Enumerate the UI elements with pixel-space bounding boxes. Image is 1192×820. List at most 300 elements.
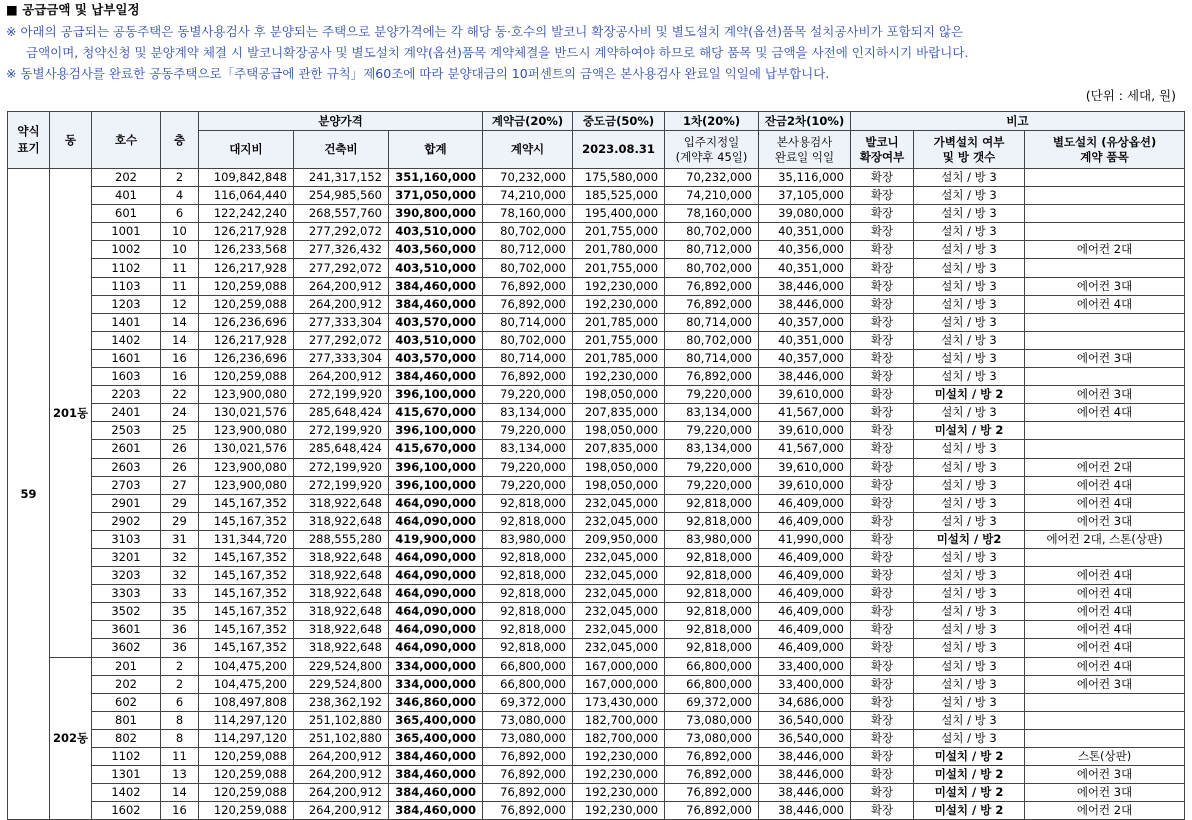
deposit-cell: 83,134,000 xyxy=(483,440,573,458)
second-cell: 40,351,000 xyxy=(759,259,851,277)
second-cell: 41,567,000 xyxy=(759,440,851,458)
second-cell: 34,686,000 xyxy=(759,693,851,711)
total-cell: 334,000,000 xyxy=(389,675,483,693)
balcony-cell: 확장 xyxy=(851,494,914,512)
deposit-cell: 73,080,000 xyxy=(483,711,573,729)
table-row xyxy=(8,313,1185,331)
land-cell: 120,259,088 xyxy=(199,277,294,295)
floor-cell: 25 xyxy=(161,422,199,440)
second-cell: 40,357,000 xyxy=(759,349,851,367)
balcony-cell: 확장 xyxy=(851,639,914,657)
second-cell: 41,567,000 xyxy=(759,404,851,422)
floor-cell: 10 xyxy=(161,223,199,241)
option-cell: 에어컨 3대 xyxy=(1025,512,1185,530)
first-cell: 80,702,000 xyxy=(665,259,759,277)
floor-cell: 8 xyxy=(161,729,199,747)
total-cell: 390,800,000 xyxy=(389,205,483,223)
building-cell: 264,200,912 xyxy=(294,368,389,386)
deposit-cell: 70,232,000 xyxy=(483,169,573,187)
ho-cell: 1601 xyxy=(92,349,161,367)
ho-cell: 2603 xyxy=(92,458,161,476)
first-cell: 79,220,000 xyxy=(665,476,759,494)
building-cell: 318,922,648 xyxy=(294,603,389,621)
ho-cell: 1603 xyxy=(92,368,161,386)
middle-cell: 167,000,000 xyxy=(573,675,665,693)
balcony-cell: 확장 xyxy=(851,223,914,241)
land-cell: 123,900,080 xyxy=(199,386,294,404)
total-cell: 403,560,000 xyxy=(389,241,483,259)
wall-cell: 설치 / 방 3 xyxy=(914,259,1025,277)
option-cell xyxy=(1025,331,1185,349)
building-cell: 285,648,424 xyxy=(294,404,389,422)
col-remark: 비고 xyxy=(851,112,1185,131)
wall-cell: 설치 / 방 3 xyxy=(914,440,1025,458)
floor-cell: 6 xyxy=(161,693,199,711)
first-cell: 92,818,000 xyxy=(665,512,759,530)
wall-cell: 설치 / 방 3 xyxy=(914,241,1025,259)
wall-cell: 설치 / 방 3 xyxy=(914,187,1025,205)
total-cell: 396,100,000 xyxy=(389,458,483,476)
wall-cell: 설치 / 방 3 xyxy=(914,675,1025,693)
ho-cell: 2203 xyxy=(92,386,161,404)
deposit-cell: 92,818,000 xyxy=(483,603,573,621)
wall-cell: 미설치 / 방 2 xyxy=(914,422,1025,440)
total-cell: 365,400,000 xyxy=(389,729,483,747)
land-cell: 126,236,696 xyxy=(199,313,294,331)
second-cell: 46,409,000 xyxy=(759,512,851,530)
ho-cell: 1401 xyxy=(92,313,161,331)
building-cell: 272,199,920 xyxy=(294,458,389,476)
land-cell: 114,297,120 xyxy=(199,711,294,729)
col-building: 건축비 xyxy=(294,131,389,169)
table-row xyxy=(8,422,1185,440)
first-cell: 79,220,000 xyxy=(665,458,759,476)
middle-cell: 192,230,000 xyxy=(573,277,665,295)
deposit-cell: 76,892,000 xyxy=(483,277,573,295)
first-cell: 73,080,000 xyxy=(665,729,759,747)
wall-cell: 설치 / 방 3 xyxy=(914,476,1025,494)
table-row xyxy=(8,585,1185,603)
col-balcony-1: 발코니 xyxy=(865,134,899,149)
wall-cell: 설치 / 방 3 xyxy=(914,494,1025,512)
land-cell: 130,021,576 xyxy=(199,440,294,458)
table-row xyxy=(8,711,1185,729)
option-cell: 에어컨 2대 xyxy=(1025,802,1185,820)
building-cell: 277,333,304 xyxy=(294,349,389,367)
wall-cell: 미설치 / 방 2 xyxy=(914,766,1025,784)
table-row xyxy=(8,223,1185,241)
table-row xyxy=(8,729,1185,747)
wall-cell: 미설치 / 방 2 xyxy=(914,784,1025,802)
total-cell: 384,460,000 xyxy=(389,748,483,766)
table-row xyxy=(8,386,1185,404)
building-cell: 277,292,072 xyxy=(294,223,389,241)
floor-cell: 32 xyxy=(161,548,199,566)
balcony-cell: 확장 xyxy=(851,404,914,422)
table-row xyxy=(8,494,1185,512)
second-cell: 36,540,000 xyxy=(759,729,851,747)
land-cell: 145,167,352 xyxy=(199,494,294,512)
balcony-cell: 확장 xyxy=(851,512,914,530)
table-row xyxy=(8,277,1185,295)
first-cell: 92,818,000 xyxy=(665,567,759,585)
first-cell: 69,372,000 xyxy=(665,693,759,711)
option-cell: 에어컨 4대 xyxy=(1025,567,1185,585)
first-cell: 78,160,000 xyxy=(665,205,759,223)
notice-line-2: 금액이며, 청약신청 및 분양계약 체결 시 발코니확장공사 및 별도설치 계약(옵션)품목 계약체결을 반드시 계약하여야 하므로 해당 품목 및 금액을 사전에 인지하시기 바랍니다. xyxy=(26,45,969,60)
middle-cell: 192,230,000 xyxy=(573,766,665,784)
first-cell: 79,220,000 xyxy=(665,422,759,440)
land-cell: 145,167,352 xyxy=(199,567,294,585)
col-option xyxy=(1025,131,1185,169)
first-cell: 76,892,000 xyxy=(665,295,759,313)
total-cell: 334,000,000 xyxy=(389,657,483,675)
floor-cell: 11 xyxy=(161,277,199,295)
option-cell: 에어컨 4대 xyxy=(1025,621,1185,639)
notice-line-1: ※ 아래의 공급되는 공동주택은 동별사용검사 후 분양되는 주택으로 분양가격에는 각 해당 동·호수의 발코니 확장공사비 및 별도설치 계약(옵션)품목 설치공사비가 포함되지 않은 xyxy=(6,24,964,39)
first-cell: 80,702,000 xyxy=(665,223,759,241)
wall-cell: 설치 / 방 3 xyxy=(914,711,1025,729)
col-first-sub xyxy=(665,131,759,169)
total-cell: 371,050,000 xyxy=(389,187,483,205)
building-cell: 277,292,072 xyxy=(294,331,389,349)
option-cell: 에어컨 4대 xyxy=(1025,494,1185,512)
first-cell: 73,080,000 xyxy=(665,711,759,729)
option-cell: 에어컨 2대, 스톤(상판) xyxy=(1025,530,1185,548)
option-cell xyxy=(1025,205,1185,223)
section-title: ■ 공급금액 및 납부일정 xyxy=(6,2,140,17)
col-deposit: 계약금(20%) xyxy=(483,112,573,131)
second-cell: 37,105,000 xyxy=(759,187,851,205)
total-cell: 403,510,000 xyxy=(389,331,483,349)
ho-cell: 1002 xyxy=(92,241,161,259)
first-cell: 76,892,000 xyxy=(665,784,759,802)
col-type: 약식표기 xyxy=(8,112,50,169)
total-cell: 415,670,000 xyxy=(389,404,483,422)
balcony-cell: 확장 xyxy=(851,748,914,766)
wall-cell: 설치 / 방 3 xyxy=(914,223,1025,241)
second-cell: 39,610,000 xyxy=(759,458,851,476)
col-wall-1: 가벽설치 여부 xyxy=(933,134,1005,149)
ho-cell: 202 xyxy=(92,169,161,187)
floor-cell: 29 xyxy=(161,494,199,512)
deposit-cell: 92,818,000 xyxy=(483,548,573,566)
deposit-cell: 76,892,000 xyxy=(483,784,573,802)
first-cell: 80,702,000 xyxy=(665,331,759,349)
wall-cell: 설치 / 방 3 xyxy=(914,313,1025,331)
middle-cell: 185,525,000 xyxy=(573,187,665,205)
option-cell: 에어컨 4대 xyxy=(1025,404,1185,422)
col-wall xyxy=(914,131,1025,169)
option-cell: 에어컨 3대 xyxy=(1025,277,1185,295)
table-row xyxy=(8,621,1185,639)
building-cell: 318,922,648 xyxy=(294,639,389,657)
middle-cell: 201,780,000 xyxy=(573,241,665,259)
deposit-cell: 76,892,000 xyxy=(483,295,573,313)
deposit-cell: 79,220,000 xyxy=(483,386,573,404)
first-cell: 92,818,000 xyxy=(665,548,759,566)
second-cell: 46,409,000 xyxy=(759,603,851,621)
land-cell: 108,497,808 xyxy=(199,693,294,711)
balcony-cell: 확장 xyxy=(851,169,914,187)
wall-cell: 설치 / 방 3 xyxy=(914,512,1025,530)
second-cell: 38,446,000 xyxy=(759,802,851,820)
table-row xyxy=(8,440,1185,458)
col-price-group: 분양가격 xyxy=(199,112,483,131)
ho-cell: 2703 xyxy=(92,476,161,494)
second-cell: 33,400,000 xyxy=(759,675,851,693)
option-cell xyxy=(1025,548,1185,566)
building-cell: 264,200,912 xyxy=(294,277,389,295)
ho-cell: 1103 xyxy=(92,277,161,295)
table-row xyxy=(8,205,1185,223)
wall-cell: 미설치 / 방 2 xyxy=(914,386,1025,404)
balcony-cell: 확장 xyxy=(851,241,914,259)
option-cell xyxy=(1025,440,1185,458)
second-cell: 33,400,000 xyxy=(759,657,851,675)
balcony-cell: 확장 xyxy=(851,585,914,603)
land-cell: 130,021,576 xyxy=(199,404,294,422)
building-cell: 318,922,648 xyxy=(294,621,389,639)
col-wall-2: 및 방 갯수 xyxy=(942,149,996,164)
land-cell: 145,167,352 xyxy=(199,603,294,621)
first-cell: 92,818,000 xyxy=(665,621,759,639)
total-cell: 464,090,000 xyxy=(389,512,483,530)
middle-cell: 173,430,000 xyxy=(573,693,665,711)
first-cell: 76,892,000 xyxy=(665,368,759,386)
balcony-cell: 확장 xyxy=(851,205,914,223)
land-cell: 145,167,352 xyxy=(199,548,294,566)
wall-cell: 설치 / 방 3 xyxy=(914,585,1025,603)
first-cell: 70,232,000 xyxy=(665,169,759,187)
balcony-cell: 확장 xyxy=(851,567,914,585)
total-cell: 403,570,000 xyxy=(389,349,483,367)
table-row xyxy=(8,331,1185,349)
total-cell: 403,510,000 xyxy=(389,223,483,241)
building-cell: 277,333,304 xyxy=(294,313,389,331)
table-row xyxy=(8,675,1185,693)
option-cell xyxy=(1025,711,1185,729)
ho-cell: 1402 xyxy=(92,784,161,802)
balcony-cell: 확장 xyxy=(851,621,914,639)
type-cell: 59 xyxy=(8,169,50,820)
land-cell: 126,217,928 xyxy=(199,223,294,241)
second-cell: 38,446,000 xyxy=(759,748,851,766)
land-cell: 145,167,352 xyxy=(199,512,294,530)
middle-cell: 182,700,000 xyxy=(573,711,665,729)
total-cell: 351,160,000 xyxy=(389,169,483,187)
first-cell: 80,714,000 xyxy=(665,349,759,367)
second-cell: 46,409,000 xyxy=(759,639,851,657)
building-cell: 251,102,880 xyxy=(294,711,389,729)
deposit-cell: 92,818,000 xyxy=(483,585,573,603)
table-row xyxy=(8,476,1185,494)
second-cell: 38,446,000 xyxy=(759,784,851,802)
floor-cell: 35 xyxy=(161,603,199,621)
floor-cell: 14 xyxy=(161,313,199,331)
first-cell: 80,712,000 xyxy=(665,241,759,259)
deposit-cell: 79,220,000 xyxy=(483,458,573,476)
deposit-cell: 76,892,000 xyxy=(483,748,573,766)
building-cell: 318,922,648 xyxy=(294,567,389,585)
wall-cell: 미설치 / 방 2 xyxy=(914,748,1025,766)
building-cell: 272,199,920 xyxy=(294,386,389,404)
ho-cell: 1001 xyxy=(92,223,161,241)
second-cell: 39,610,000 xyxy=(759,386,851,404)
deposit-cell: 92,818,000 xyxy=(483,494,573,512)
floor-cell: 2 xyxy=(161,169,199,187)
balcony-cell: 확장 xyxy=(851,386,914,404)
total-cell: 384,460,000 xyxy=(389,368,483,386)
floor-cell: 22 xyxy=(161,386,199,404)
ho-cell: 602 xyxy=(92,693,161,711)
ho-cell: 3602 xyxy=(92,639,161,657)
table-row xyxy=(8,766,1185,784)
col-deposit-sub: 계약시 xyxy=(483,131,573,169)
floor-cell: 16 xyxy=(161,802,199,820)
middle-cell: 192,230,000 xyxy=(573,784,665,802)
balcony-cell: 확장 xyxy=(851,422,914,440)
deposit-cell: 83,980,000 xyxy=(483,530,573,548)
ho-cell: 801 xyxy=(92,711,161,729)
floor-cell: 27 xyxy=(161,476,199,494)
middle-cell: 232,045,000 xyxy=(573,585,665,603)
deposit-cell: 80,714,000 xyxy=(483,313,573,331)
balcony-cell: 확장 xyxy=(851,530,914,548)
option-cell xyxy=(1025,169,1185,187)
building-cell: 264,200,912 xyxy=(294,784,389,802)
total-cell: 403,510,000 xyxy=(389,259,483,277)
ho-cell: 202 xyxy=(92,675,161,693)
option-cell: 에어컨 4대 xyxy=(1025,295,1185,313)
wall-cell: 설치 / 방 3 xyxy=(914,404,1025,422)
total-cell: 384,460,000 xyxy=(389,277,483,295)
balcony-cell: 확장 xyxy=(851,784,914,802)
balcony-cell: 확장 xyxy=(851,729,914,747)
first-cell: 76,892,000 xyxy=(665,748,759,766)
building-cell: 318,922,648 xyxy=(294,585,389,603)
middle-cell: 192,230,000 xyxy=(573,802,665,820)
total-cell: 415,670,000 xyxy=(389,440,483,458)
balcony-cell: 확장 xyxy=(851,187,914,205)
col-first-sub-1: 입주지정일 xyxy=(683,134,740,149)
option-cell xyxy=(1025,693,1185,711)
land-cell: 104,475,200 xyxy=(199,675,294,693)
land-cell: 145,167,352 xyxy=(199,639,294,657)
col-balcony-2: 확장여부 xyxy=(859,149,905,164)
land-cell: 123,900,080 xyxy=(199,476,294,494)
wall-cell: 설치 / 방 3 xyxy=(914,693,1025,711)
option-cell xyxy=(1025,223,1185,241)
ho-cell: 3203 xyxy=(92,567,161,585)
balcony-cell: 확장 xyxy=(851,313,914,331)
building-cell: 318,922,648 xyxy=(294,494,389,512)
building-cell: 277,292,072 xyxy=(294,259,389,277)
deposit-cell: 66,800,000 xyxy=(483,675,573,693)
building-cell: 318,922,648 xyxy=(294,512,389,530)
land-cell: 109,842,848 xyxy=(199,169,294,187)
col-ho: 호수 xyxy=(92,112,161,169)
col-second-sub xyxy=(759,131,851,169)
middle-cell: 232,045,000 xyxy=(573,603,665,621)
land-cell: 104,475,200 xyxy=(199,657,294,675)
ho-cell: 3502 xyxy=(92,603,161,621)
deposit-cell: 80,714,000 xyxy=(483,349,573,367)
middle-cell: 232,045,000 xyxy=(573,494,665,512)
table-row xyxy=(8,187,1185,205)
balcony-cell: 확장 xyxy=(851,259,914,277)
balcony-cell: 확장 xyxy=(851,711,914,729)
option-cell xyxy=(1025,368,1185,386)
second-cell: 38,446,000 xyxy=(759,277,851,295)
wall-cell: 미설치 / 방2 xyxy=(914,530,1025,548)
dong-cell: 201동 xyxy=(50,169,92,658)
deposit-cell: 83,134,000 xyxy=(483,404,573,422)
ho-cell: 201 xyxy=(92,657,161,675)
col-second: 잔금2차(10%) xyxy=(759,112,851,131)
first-cell: 92,818,000 xyxy=(665,585,759,603)
table-row xyxy=(8,548,1185,566)
ho-cell: 3103 xyxy=(92,530,161,548)
ho-cell: 1402 xyxy=(92,331,161,349)
col-middle: 중도금(50%) xyxy=(573,112,665,131)
floor-cell: 16 xyxy=(161,368,199,386)
deposit-cell: 80,702,000 xyxy=(483,223,573,241)
land-cell: 122,242,240 xyxy=(199,205,294,223)
building-cell: 264,200,912 xyxy=(294,295,389,313)
building-cell: 285,648,424 xyxy=(294,440,389,458)
table-row xyxy=(8,603,1185,621)
land-cell: 145,167,352 xyxy=(199,621,294,639)
col-second-sub-2: 완료일 익일 xyxy=(774,149,835,164)
middle-cell: 198,050,000 xyxy=(573,386,665,404)
dong-cell: 202동 xyxy=(50,657,92,820)
total-cell: 464,090,000 xyxy=(389,494,483,512)
option-cell: 에어컨 4대 xyxy=(1025,657,1185,675)
wall-cell: 설치 / 방 3 xyxy=(914,277,1025,295)
deposit-cell: 92,818,000 xyxy=(483,621,573,639)
balcony-cell: 확장 xyxy=(851,458,914,476)
middle-cell: 192,230,000 xyxy=(573,295,665,313)
total-cell: 346,860,000 xyxy=(389,693,483,711)
second-cell: 39,080,000 xyxy=(759,205,851,223)
ho-cell: 2902 xyxy=(92,512,161,530)
deposit-cell: 80,702,000 xyxy=(483,259,573,277)
second-cell: 38,446,000 xyxy=(759,766,851,784)
unit-label: (단위 : 세대, 원) xyxy=(1085,88,1176,103)
balcony-cell: 확장 xyxy=(851,331,914,349)
option-cell: 에어컨 4대 xyxy=(1025,639,1185,657)
wall-cell: 설치 / 방 3 xyxy=(914,349,1025,367)
building-cell: 318,922,648 xyxy=(294,548,389,566)
middle-cell: 232,045,000 xyxy=(573,639,665,657)
land-cell: 120,259,088 xyxy=(199,784,294,802)
land-cell: 120,259,088 xyxy=(199,802,294,820)
middle-cell: 182,700,000 xyxy=(573,729,665,747)
middle-cell: 201,755,000 xyxy=(573,331,665,349)
middle-cell: 232,045,000 xyxy=(573,567,665,585)
option-cell xyxy=(1025,422,1185,440)
land-cell: 126,217,928 xyxy=(199,331,294,349)
floor-cell: 36 xyxy=(161,621,199,639)
middle-cell: 232,045,000 xyxy=(573,512,665,530)
table-row xyxy=(8,530,1185,548)
middle-cell: 167,000,000 xyxy=(573,657,665,675)
floor-cell: 29 xyxy=(161,512,199,530)
wall-cell: 미설치 / 방 2 xyxy=(914,802,1025,820)
wall-cell: 설치 / 방 3 xyxy=(914,458,1025,476)
wall-cell: 설치 / 방 3 xyxy=(914,603,1025,621)
